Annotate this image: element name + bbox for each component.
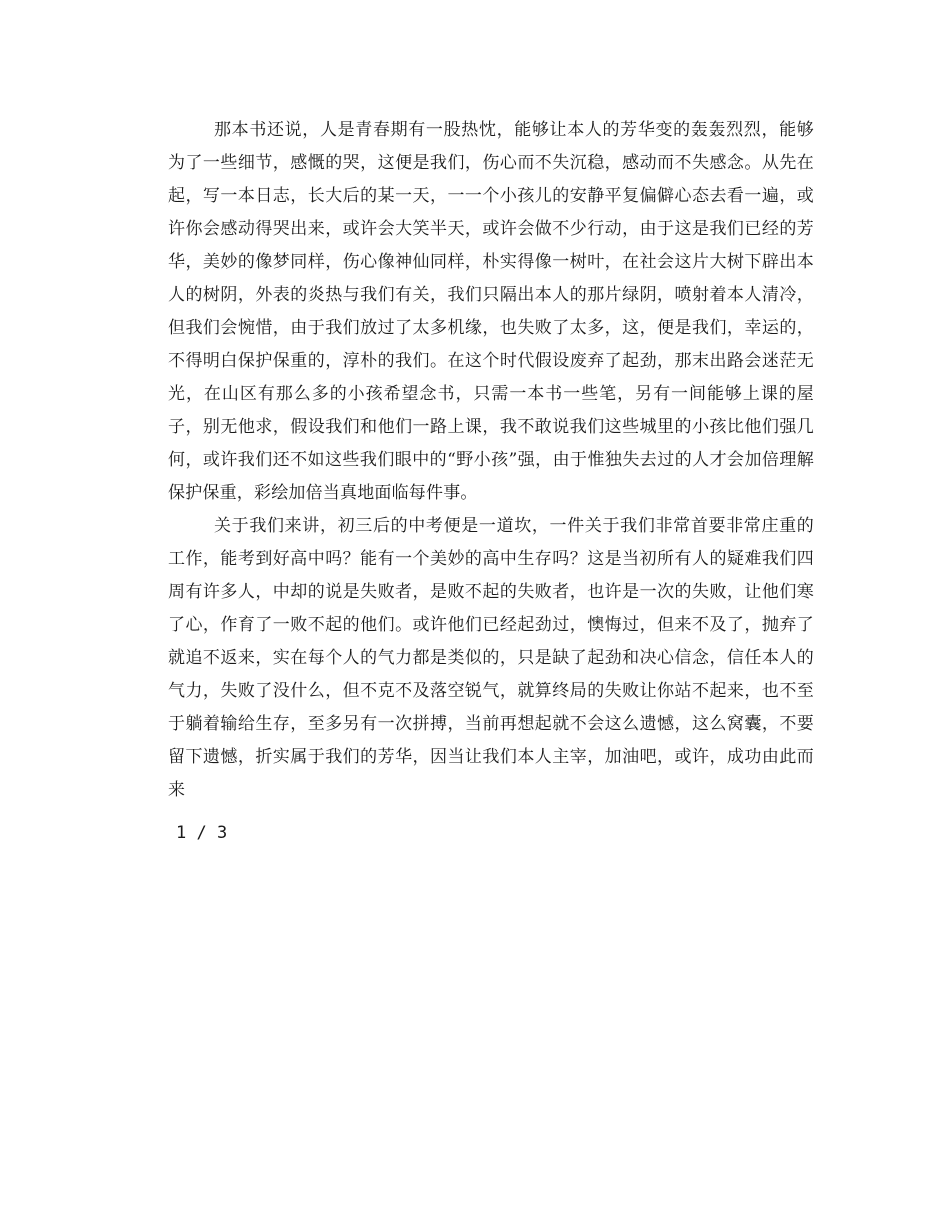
document-body bbox=[168, 114, 814, 807]
paragraph-2: 关于我们来讲，初三后的中考便是一道坎，一件关于我们非常首要非常庄重的工作，能考到好高中吗？能有一个美妙的高中生存吗？这是当初所有人的疑难我们四周有许多人，中却的说是失败者，是败不起的失败者，也许是一次的失败，让他们寒了心，作育了一败不起的他们。或许他们已经起劲过，懊悔过，但来不及了，抛弃了就追不返来，实在每个人的气力都是类似的，只是缺了起劲和决心信念，信任本人的气力，失败了没什么，但不克不及落空锐气，就算终局的失败让你站不起来，也不至于躺着输给生存，至多另有一次拼搏，当前再想起就不会这么遗憾，这么窝囊，不要留下遗憾，折实属于我们的芳华，因当让我们本人主宰，加油吧，或许，成功由此而来 bbox=[168, 516, 814, 800]
page-number: 1 / 3 bbox=[176, 823, 228, 843]
paragraph-1: 那本书还说，人是青春期有一股热忱，能够让本人的芳华变的轰轰烈烈，能够为了一些细节，感慨的哭，这便是我们，伤心而不失沉稳，感动而不失感念。从先在起，写一本日志，长大后的某一天，一一个小孩儿的安静平复偏僻心态去看一遍，或许你会感动得哭出来，或许会大笑半天，或许会做不少行动，由于这是我们已经的芳华，美妙的像梦同样，伤心像神仙同样，朴实得像一树叶，在社会这片大树下辟出本人的树阴，外表的炎热与我们有关，我们只隔出本人的那片绿阴，喷射着本人清冷，但我们会惋惜，由于我们放过了太多机缘，也失败了太多，这，便是我们，幸运的，不得明白保护保重的，淳朴的我们。在这个时代假设废弃了起劲，那末出路会迷茫无光，在山区有那么多的小孩希望念书，只需一本书一些笔，另有一间能够上课的屋子，别无他求，假设我们和他们一路上课，我不敢说我们这些城里的小孩比他们强几何，或许我们还不如这些我们眼中的“野小孩”强，由于惟独失去过的人才会加倍理解保护保重，彩绘加倍当真地面临每件事。 bbox=[168, 120, 814, 503]
